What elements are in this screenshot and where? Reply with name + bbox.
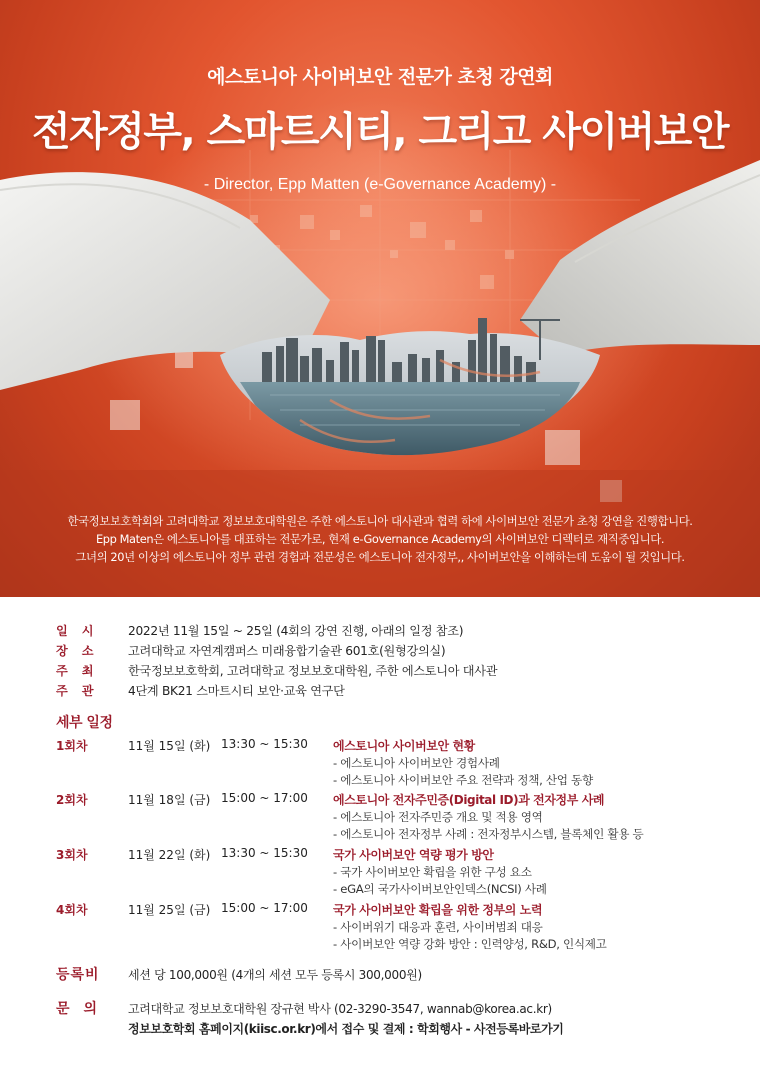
session-date: 11월 15일 (화) <box>128 739 211 753</box>
session-topic: 국가 사이버보안 확립을 위한 정부의 노력 <box>333 903 543 917</box>
intro-line: 그녀의 20년 이상의 에스토니아 정부 관련 경험과 전문성은 에스토니아 전자정부,, 사이버보안을 이해하는데 도움이 될 것입니다. <box>75 550 685 564</box>
info-label: 주최 <box>56 664 108 678</box>
session-detail: - eGA의 국가사이버보안인덱스(NCSI) 사례 <box>333 882 547 896</box>
poster-subtitle: 에스토니아 사이버보안 전문가 초청 강연회 <box>207 66 553 88</box>
speaker-line: - Director, Epp Matten (e-Governance Academy) - <box>203 176 557 193</box>
info-label: 일시 <box>56 624 108 638</box>
info-value: 한국정보보호학회, 고려대학교 정보보호대학원, 주한 에스토니아 대사관 <box>128 664 498 678</box>
intro-paragraph <box>0 512 760 566</box>
session-detail: - 에스토니아 사이버보안 주요 전략과 정책, 산업 동향 <box>333 773 593 787</box>
session-time: 13:30 ~ 15:30 <box>221 846 308 860</box>
fee-value: 세션 당 100,000원 (4개의 세션 모두 등록시 300,000원) <box>128 968 422 982</box>
session-date: 11월 25일 (금) <box>128 903 211 917</box>
session-number: 3회차 <box>56 848 88 862</box>
schedule-title: 세부 일정 <box>56 715 113 731</box>
session-time: 15:00 ~ 17:00 <box>221 901 308 915</box>
session-detail: - 국가 사이버보안 확립을 위한 구성 요소 <box>333 865 532 879</box>
session-date: 11월 22일 (화) <box>128 848 211 862</box>
session-detail: - 에스토니아 전자정부 사례 : 전자정부시스템, 블록체인 활용 등 <box>333 827 644 841</box>
session-date: 11월 18일 (금) <box>128 793 211 807</box>
session-number: 2회차 <box>56 793 88 807</box>
info-value: 2022년 11월 15일 ~ 25일 (4회의 강연 진행, 아래의 일정 참조) <box>128 624 464 638</box>
session-number: 4회차 <box>56 903 88 917</box>
contact-value: 고려대학교 정보보호대학원 장규현 박사 (02-3290-3547, wannab@korea.ac.kr) <box>128 1002 552 1016</box>
session-time: 15:00 ~ 17:00 <box>221 791 308 805</box>
session-detail: - 사이버보안 역량 강화 방안 : 인력양성, R&D, 인식제고 <box>333 937 607 951</box>
info-value: 고려대학교 자연계캠퍼스 미래융합기술관 601호(원형강의실) <box>128 644 446 658</box>
intro-line: Epp Maten은 에스토니아를 대표하는 전문가로, 현재 e-Governance Academy의 사이버보안 디렉터로 재직중입니다. <box>95 532 665 546</box>
fee-label: 등록비 <box>56 967 100 983</box>
session-topic: 에스토니아 사이버보안 현황 <box>333 739 475 753</box>
registration-link[interactable]: 정보보호학회 홈페이지(kiisc.or.kr)에서 접수 및 결제 : 학회행사 - 사전등록바로가기 <box>128 1022 564 1036</box>
session-topic: 에스토니아 전자주민증(Digital ID)과 전자정부 사례 <box>333 793 605 807</box>
intro-line: 한국정보보호학회와 고려대학교 정보보호대학원은 주한 에스토니아 대사관과 협력 하에 사이버보안 전문가 초청 강연을 진행합니다. <box>67 514 693 528</box>
info-label: 장소 <box>56 644 108 658</box>
info-value: 4단계 BK21 스마트시티 보안·교육 연구단 <box>128 684 345 698</box>
session-detail: - 사이버위기 대응과 훈련, 사이버범죄 대응 <box>333 920 543 934</box>
session-topic: 국가 사이버보안 역량 평가 방안 <box>333 848 494 862</box>
session-time: 13:30 ~ 15:30 <box>221 737 308 751</box>
info-label: 주관 <box>56 684 108 698</box>
poster-title: 전자정부, 스마트시티, 그리고 사이버보안 <box>31 109 729 155</box>
session-number: 1회차 <box>56 739 88 753</box>
session-detail: - 에스토니아 사이버보안 경험사례 <box>333 756 500 770</box>
session-detail: - 에스토니아 전자주민증 개요 및 적용 영역 <box>333 810 543 824</box>
contact-label: 문의 <box>56 1001 112 1017</box>
